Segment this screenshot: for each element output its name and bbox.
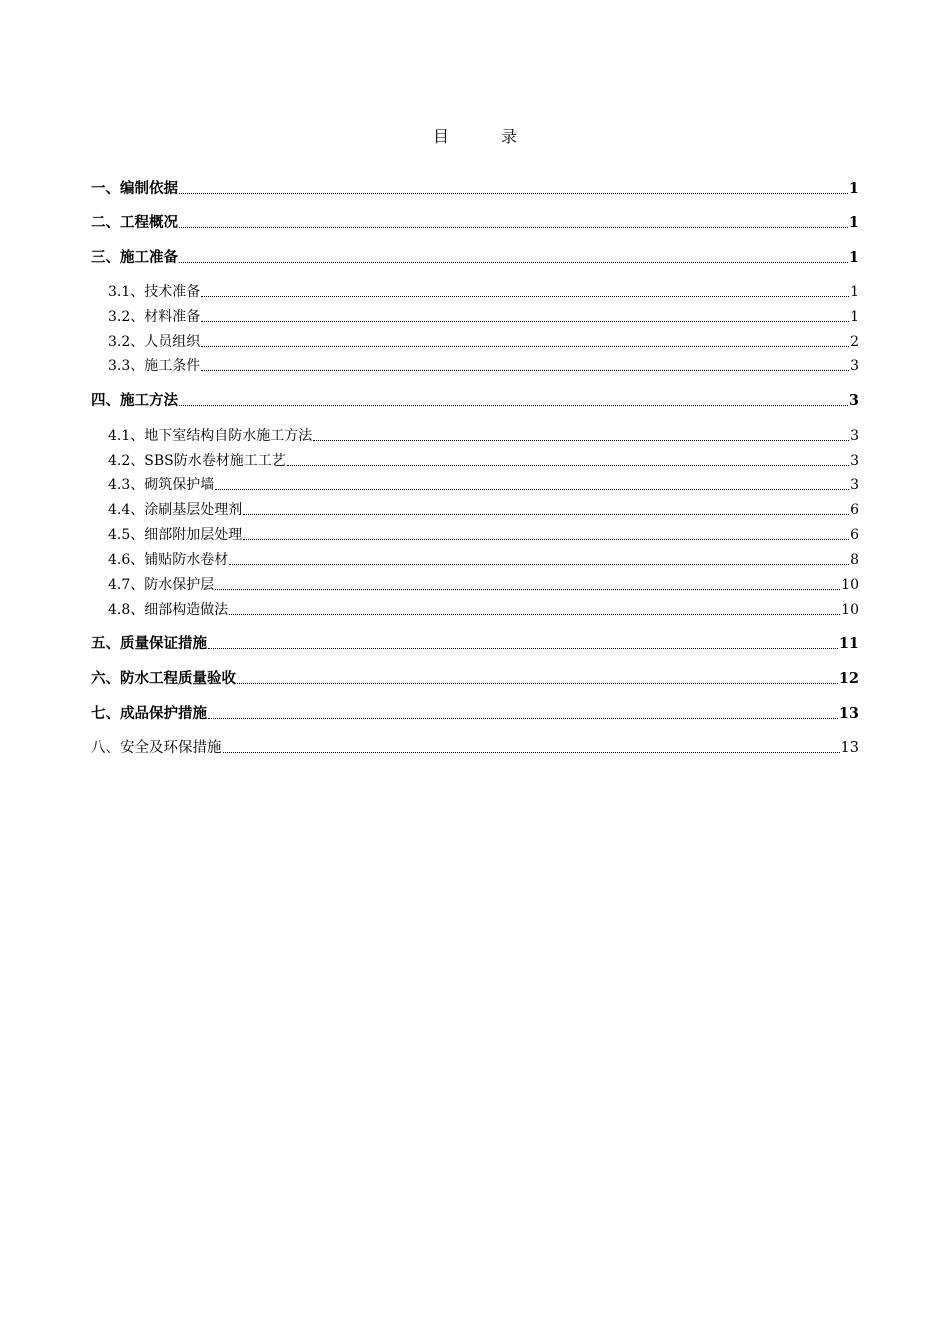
dot-leader (208, 635, 838, 653)
toc-title-right: 录 (501, 127, 518, 146)
toc-entry-page: 6 (850, 502, 859, 518)
dot-leader (208, 705, 838, 723)
dot-leader (201, 283, 849, 301)
dot-leader (201, 308, 849, 326)
dot-leader (201, 333, 849, 351)
toc-entry-label: 4.6、铺贴防水卷材 (108, 552, 229, 568)
dot-leader (287, 452, 849, 470)
toc-entry-label: 八、安全及环保措施 (91, 740, 222, 756)
dot-leader (223, 739, 840, 757)
toc-entry-label: 五、质量保证措施 (91, 635, 207, 652)
dot-leader (179, 180, 848, 198)
toc-entry-page: 10 (841, 577, 859, 593)
dot-leader (243, 526, 849, 544)
toc-entry-page: 3 (848, 392, 859, 409)
dot-leader (229, 601, 840, 619)
toc-entry-3[interactable] (91, 245, 859, 267)
toc-entry-label: 4.1、地下室结构自防水施工方法 (108, 428, 313, 444)
toc-entry-page: 1 (848, 249, 859, 266)
toc-entry-6[interactable] (91, 666, 859, 688)
toc-entry-5[interactable] (91, 631, 859, 653)
toc-entry-label: 三、施工准备 (91, 249, 178, 266)
toc-entry-page: 3 (850, 428, 859, 444)
toc-entry-page: 3 (850, 477, 859, 493)
toc-entry-2[interactable] (91, 210, 859, 232)
toc-entry-label: 4.3、砌筑保护墙 (108, 477, 215, 493)
toc-entry-label: 3.1、技术准备 (108, 284, 201, 300)
dot-leader (179, 392, 848, 410)
toc-entry-label: 六、防水工程质量验收 (91, 670, 236, 687)
toc-entry-8[interactable] (91, 735, 859, 757)
toc-entry-label: 3.3、施工条件 (108, 358, 201, 374)
toc-entry-3-2[interactable] (91, 304, 859, 326)
toc-entry-3-3[interactable] (91, 353, 859, 375)
toc-entry-label: 4.4、涂刷基层处理剂 (108, 502, 243, 518)
toc-entry-page: 8 (850, 552, 859, 568)
toc-entry-label: 3.2、材料准备 (108, 309, 201, 325)
dot-leader (201, 357, 849, 375)
toc-entry-4-1[interactable] (91, 423, 859, 445)
toc-entry-4-7[interactable] (91, 572, 859, 594)
toc-entry-1[interactable] (91, 176, 859, 198)
toc-entry-page: 1 (848, 180, 859, 197)
toc-entry-label: 四、施工方法 (91, 392, 178, 409)
toc-entry-page: 1 (850, 309, 859, 325)
toc-entry-3-2b[interactable] (91, 329, 859, 351)
toc-entry-page: 3 (850, 358, 859, 374)
toc-entry-label: 二、工程概况 (91, 214, 178, 231)
toc-entry-page: 3 (850, 453, 859, 469)
toc-entry-page: 10 (841, 602, 859, 618)
toc-entry-page: 12 (838, 670, 859, 687)
toc-entry-page: 13 (840, 740, 859, 756)
toc-entry-4-4[interactable] (91, 497, 859, 519)
toc-entry-label: 4.7、防水保护层 (108, 577, 215, 593)
dot-leader (179, 249, 848, 267)
toc-entry-7[interactable] (91, 701, 859, 723)
dot-leader (215, 576, 840, 594)
toc-entry-label: 一、编制依据 (91, 180, 178, 197)
dot-leader (229, 551, 849, 569)
toc-entry-4-6[interactable] (91, 547, 859, 569)
toc-entry-label: 4.8、细部构造做法 (108, 602, 229, 618)
dot-leader (313, 427, 849, 445)
toc-entry-page: 2 (850, 334, 859, 350)
toc-title (0, 124, 950, 147)
toc-entry-page: 1 (848, 214, 859, 231)
toc-entry-3-1[interactable] (91, 279, 859, 301)
dot-leader (243, 501, 849, 519)
dot-leader (215, 476, 849, 494)
dot-leader (237, 670, 838, 688)
toc-entry-page: 1 (850, 284, 859, 300)
toc-title-left: 目 (432, 127, 449, 146)
toc-entry-4[interactable] (91, 388, 859, 410)
toc-entry-4-8[interactable] (91, 597, 859, 619)
toc-entry-page: 13 (838, 705, 859, 722)
toc-entry-4-5[interactable] (91, 522, 859, 544)
toc-entry-label: 3.2、人员组织 (108, 334, 201, 350)
toc-entry-label: 4.2、SBS防水卷材施工工艺 (108, 453, 286, 469)
toc-entry-label: 4.5、细部附加层处理 (108, 527, 243, 543)
toc-entry-4-3[interactable] (91, 472, 859, 494)
toc-entry-page: 6 (850, 527, 859, 543)
toc-entry-page: 11 (838, 635, 859, 652)
toc-entry-label: 七、成品保护措施 (91, 705, 207, 722)
dot-leader (179, 214, 848, 232)
toc-entry-4-2[interactable] (91, 448, 859, 470)
